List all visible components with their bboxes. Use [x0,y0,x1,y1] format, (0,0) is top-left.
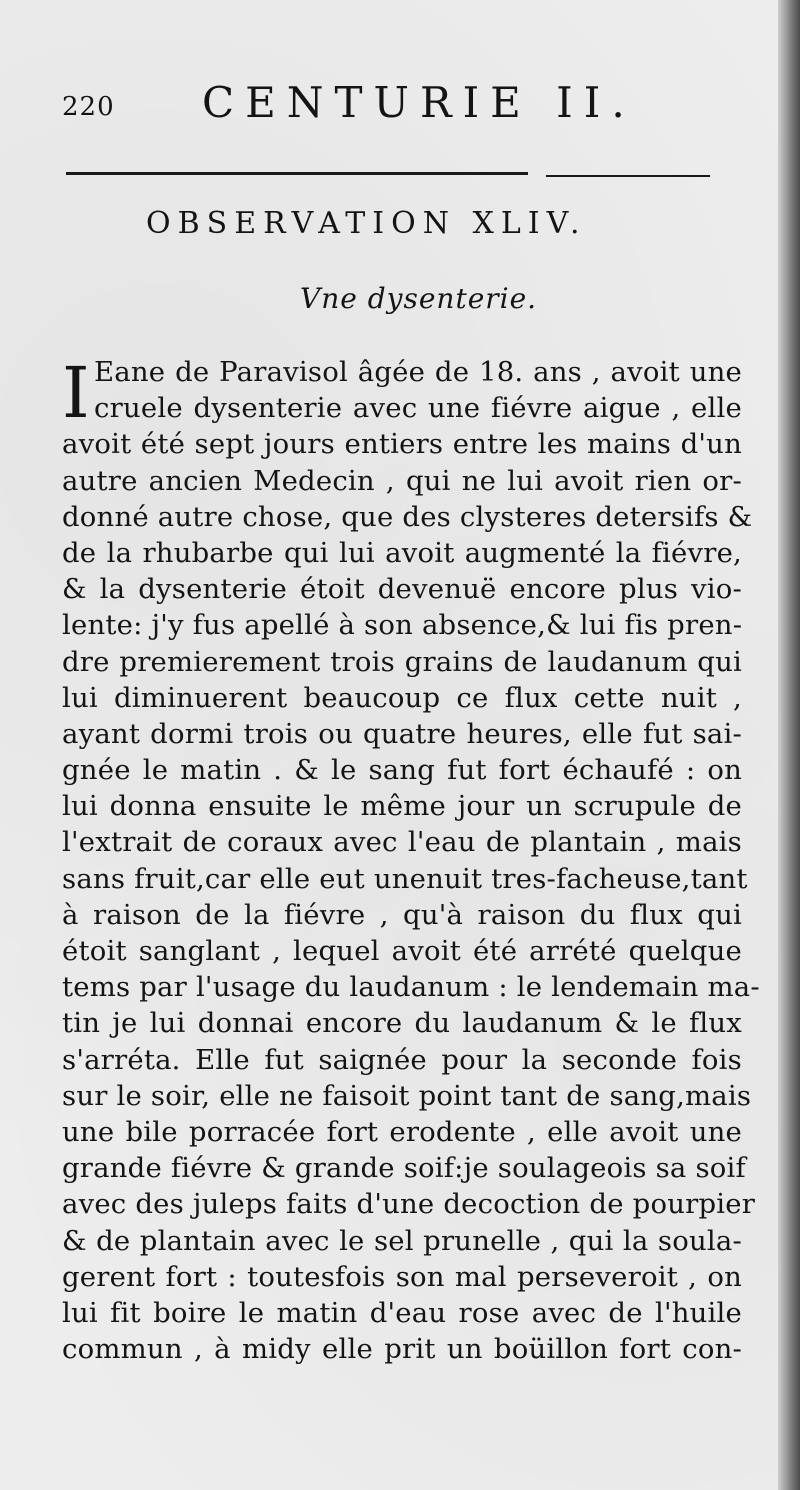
text-line: avoit été sept jours entiers entre les mains d'un [62,428,742,461]
text-line: gnée le matin . & le sang fut fort échaufé : on [62,754,742,787]
text-line: gerent fort : toutesfois son mal perseveroit , on [62,1260,742,1293]
observation-subtitle: Vne dysenterie. [300,282,538,315]
text-line: ayant dormi trois ou quatre heures, elle fut sai- [62,717,742,750]
text-line: lui diminuerent beaucoup ce flux cette nuit , [62,681,742,714]
text-line: commun , à midy elle prit un boüillon fort con- [62,1333,742,1366]
text-line: cruele dysenterie avec une fiévre aigue , elle [94,392,742,425]
text-line: s'arréta. Elle fut saignée pour la seconde fois [62,1043,742,1076]
text-line: tin je lui donnai encore du laudanum & le flux [62,1007,742,1040]
drop-cap: I [62,352,90,434]
running-title: CENTURIE II. [202,78,636,127]
page-number: 220 [62,92,115,122]
text-line: avec des juleps faits d'une decoction de pourpier [62,1188,756,1221]
text-line: lente: j'y fus apellé à son absence,& lui fis pren- [62,609,743,642]
text-line: & de plantain avec le sel prunelle , qui la soula- [62,1224,742,1257]
text-line: sur le soir, elle ne faisoit point tant de sang,mais [62,1079,752,1112]
text-line: grande fiévre & grande soif:je soulageois sa soif [62,1152,746,1185]
text-line: donné autre chose, que des clysteres detersifs & [62,500,753,533]
text-line: dre premierement trois grains de laudanum qui [62,645,742,678]
text-line: tems par l'usage du laudanum : le lendemain ma- [62,971,760,1004]
text-line: & la dysenterie étoit devenuë encore plus vio- [62,573,742,606]
text-line: l'extrait de coraux avec l'eau de plantain , mais [62,826,742,859]
header-rule-right [546,175,710,177]
text-line: sans fruit,car elle eut unenuit tres-facheuse,tant [62,862,748,895]
text-line: Eane de Paravisol âgée de 18. ans , avoit une [94,356,742,388]
text-line: lui donna ensuite le même jour un scrupule de [62,790,742,823]
text-line: étoit sanglant , lequel avoit été arrété quelque [62,935,742,967]
body-text [62,352,760,1367]
text-line: lui fit boire le matin d'eau rose avec de l'huile [62,1296,742,1329]
text-line: de la rhubarbe qui lui avoit augmenté la fiévre, [62,536,742,569]
page-header [62,78,702,128]
observation-title: OBSERVATION XLIV. [146,206,587,241]
header-rule-left [66,172,528,175]
text-line: une bile porracée fort erodente , elle avoit une [62,1115,742,1148]
text-line: à raison de la fiévre , qu'à raison du flux qui [62,898,742,931]
text-line: autre ancien Medecin , qui ne lui avoit rien or- [62,464,742,497]
page-edge-shadow [778,0,800,1490]
